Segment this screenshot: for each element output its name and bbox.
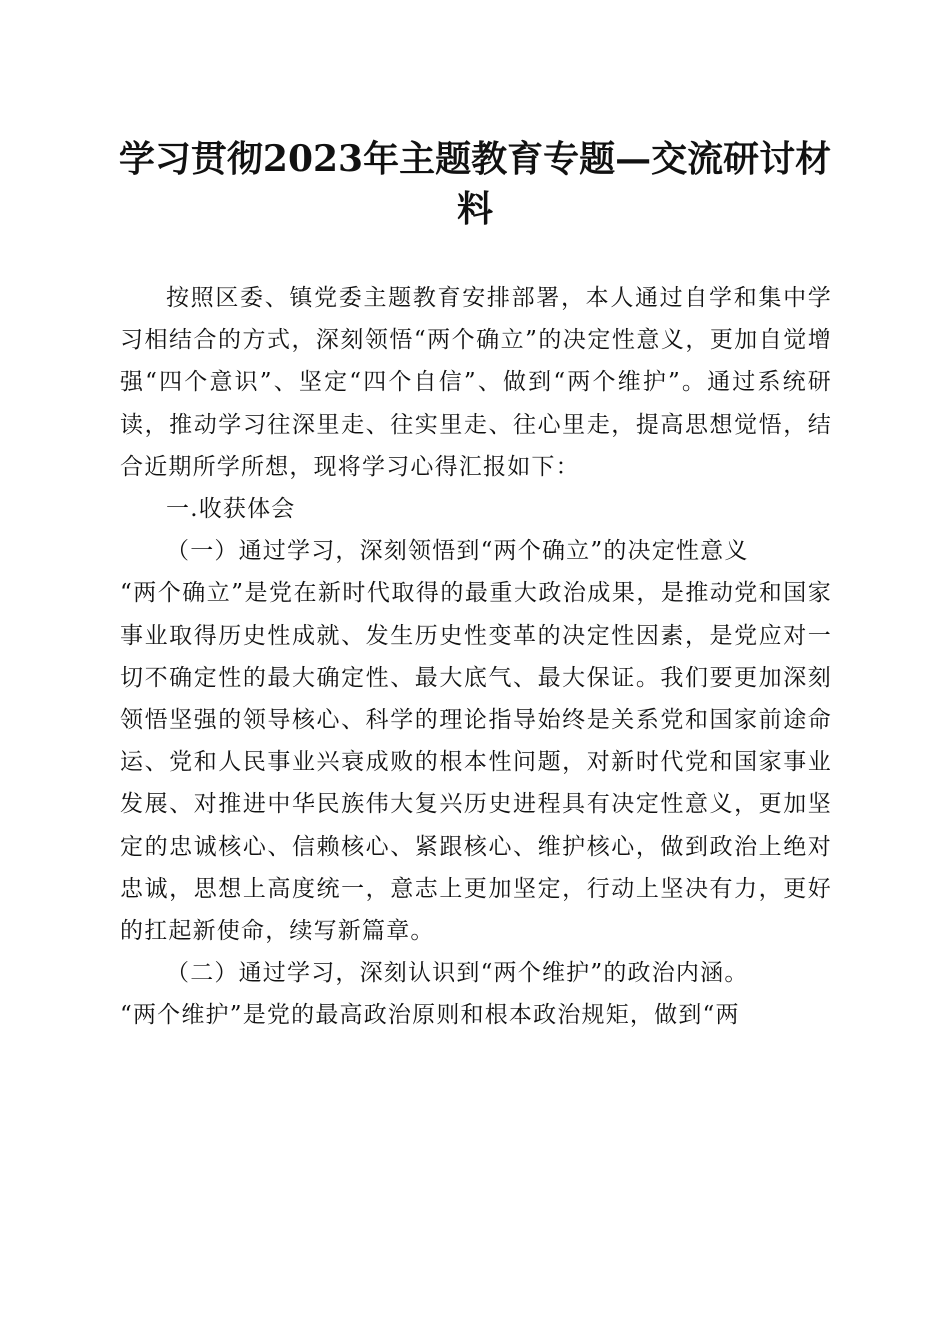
- intro-paragraph: 按照区委、镇党委主题教育安排部署，本人通过自学和集中学习相结合的方式，深刻领悟“两个确立”的决定性意义，更加自觉增强“四个意识”、坚定“四个自信”、做到“两个维护”。通过系统研读，推动学习往深里走、往实里走、往心里走，提高思想觉悟，结合近期所学所想，现将学习心得汇报如下：: [120, 285, 832, 480]
- body-paragraph-1: “两个确立”是党在新时代取得的最重大政治成果，是推动党和国家事业取得历史性成就、发生历史性变革的决定性因素，是党应对一切不确定性的最大确定性、最大底气、最大保证。我们要更加深刻领悟坚强的领导核心、科学的理论指导始终是关系党和国家前途命运、党和人民事业兴衰成败的根本性问题，对新时代党和国家事业发展、对推进中华民族伟大复兴历史进程具有决定性意义，更加坚定的忠诚核心、信赖核心、紧跟核心、维护核心，做到政治上绝对忠诚，思想上高度统一，意志上更加坚定，行动上坚决有力，更好的扛起新使命，续写新篇章。: [120, 580, 832, 945]
- subsection-heading-1: （一）通过学习，深刻领悟到“两个确立”的决定性意义: [166, 538, 749, 565]
- document-title: 学习贯彻2023年主题教育专题—交流研讨材料: [118, 138, 832, 230]
- document-body: [120, 277, 832, 1037]
- subsection-heading-2: （二）通过学习，深刻认识到“两个维护”的政治内涵。: [166, 960, 749, 987]
- section-heading-gains: 一.收获体会: [166, 496, 296, 523]
- body-paragraph-2: “两个维护”是党的最高政治原则和根本政治规矩，做到“两: [120, 1002, 740, 1029]
